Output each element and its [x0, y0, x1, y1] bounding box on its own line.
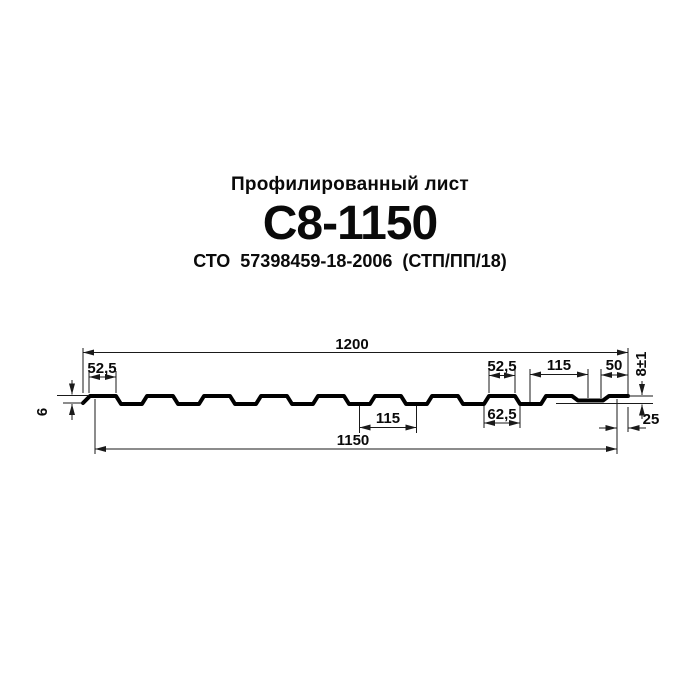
dim-useful-width	[95, 399, 617, 454]
dim-overlap	[599, 407, 659, 432]
dim-label-52-5-left: 52,5	[87, 360, 117, 377]
dim-pitch-bottom	[360, 406, 417, 433]
dim-label-115-top: 115	[546, 357, 572, 374]
dim-label-62-5: 62,5	[487, 406, 517, 423]
dim-label-6: 6	[34, 407, 51, 417]
dim-label-50: 50	[605, 357, 623, 374]
dim-edge-lip	[34, 380, 89, 420]
dim-top-flat-mid	[487, 358, 516, 393]
standard-reference: СТО 57398459-18-2006 (СТП/ПП/18)	[193, 251, 507, 271]
sheet-model-title: С8-1150	[262, 197, 438, 250]
dim-label-1200: 1200	[335, 336, 369, 353]
dim-label-25: 25	[642, 411, 660, 428]
sheet-profile-outline	[83, 396, 628, 404]
dim-edge-flat	[601, 357, 628, 398]
dim-top-flat-left	[87, 360, 116, 393]
dim-label-1150: 1150	[336, 432, 370, 449]
sheet-type-title: Профилированный лист	[231, 174, 469, 195]
dim-label-115-bottom: 115	[375, 410, 401, 427]
dim-label-52-5-mid: 52,5	[487, 358, 517, 375]
dim-label-8: 8±1	[633, 351, 650, 377]
dim-rib-base	[484, 406, 520, 428]
